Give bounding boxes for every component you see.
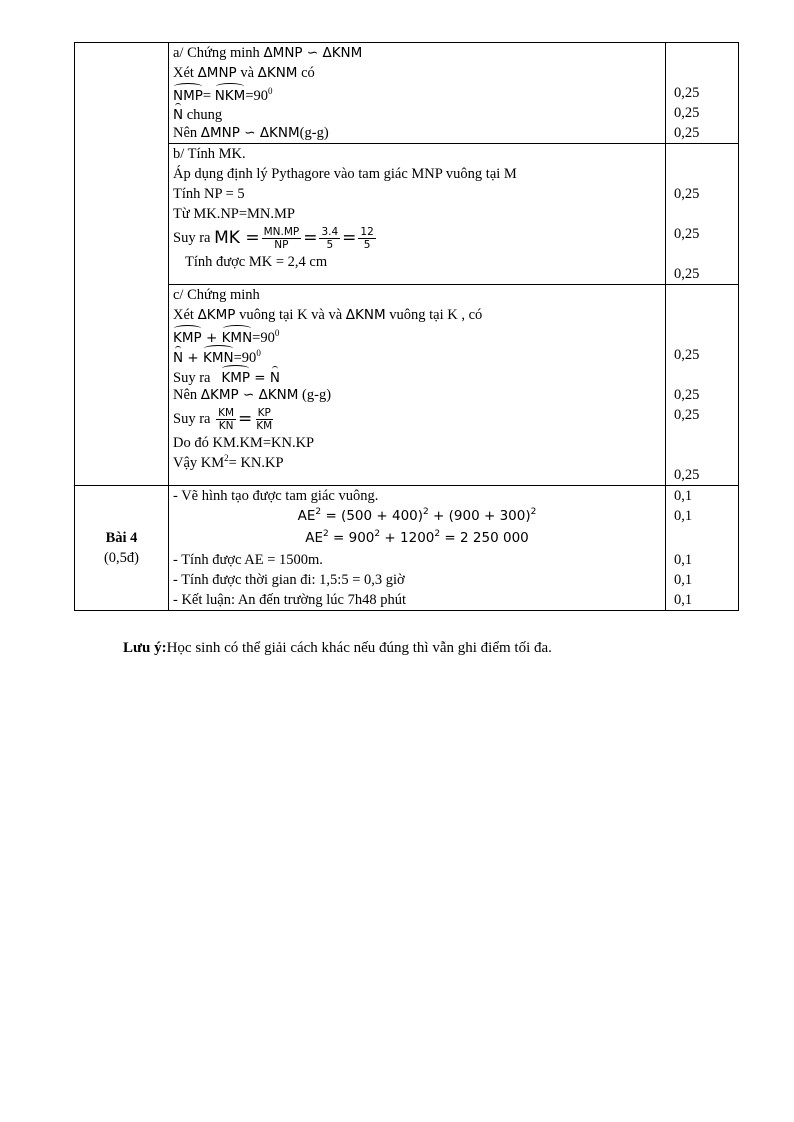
point-value: 0,25 — [674, 125, 700, 141]
solution-part-b — [169, 144, 666, 285]
points-part-c — [666, 285, 739, 486]
angle-n: N — [270, 366, 280, 385]
angle-kmp: KMP — [173, 325, 202, 345]
solution-bai-4 — [169, 486, 666, 611]
point-value: 0,1 — [674, 488, 693, 504]
point-value: 0,1 — [674, 552, 693, 568]
line-d6: - Kết luận: An đến trường lúc 7h48 phút — [173, 592, 406, 608]
fraction-mn-mp-np: $\frac{MN.MP}{NP}$ — [263, 225, 300, 251]
point-value: 0,1 — [674, 572, 693, 588]
angle-kmn: KMN — [203, 345, 234, 365]
point-value: 0,25 — [674, 226, 700, 242]
line-c1: c/ Chứng minh — [173, 287, 260, 303]
line-b4: Từ MK.NP=MN.MP — [173, 206, 295, 222]
line-d3: $AE^2 = 900^2 + 1200^2 = 2$ 250 000 — [305, 529, 529, 546]
point-value: 0,25 — [674, 407, 700, 423]
row-part-b — [75, 144, 739, 285]
line-a5: Nên ΔMNP ∽ ΔKNM(g-g) — [173, 125, 329, 141]
line-b2: Áp dụng định lý Pythagore vào tam giác MNP vuông tại M — [173, 166, 517, 182]
row-part-c — [75, 285, 739, 486]
fraction-12-5: $\frac{12}{5}$ — [360, 225, 374, 251]
line-c8: Do đó KM.KM=KN.KP — [173, 435, 315, 451]
solution-part-c — [169, 285, 666, 486]
point-value: 0,25 — [674, 347, 700, 363]
empty-bai-cell — [75, 43, 169, 486]
points-part-b — [666, 144, 739, 285]
point-value: 0,25 — [674, 186, 700, 202]
point-value: 0,25 — [674, 266, 700, 282]
bai-label: Bài 4 — [105, 530, 138, 546]
line-b6: Tính được MK = 2,4 cm — [185, 254, 328, 270]
point-value: 0,25 — [674, 85, 700, 101]
row-part-a — [75, 43, 739, 144]
line-d4: - Tính được AE = 1500m. — [173, 552, 323, 568]
line-c9: Vậy $KM^2= KN.KP$ — [173, 453, 284, 471]
line-a3: $NMP= NKM=90^0$ — [173, 83, 661, 103]
line-b5: Suy ra MK = $\frac{MN.MP}{NP}$ = $\frac{3.4}{5}$ = $\frac{12}{5}$ — [173, 225, 374, 251]
angle-n: N — [173, 346, 183, 365]
line-d5: - Tính được thời gian đi: 1,5:5 = 0,3 giờ — [173, 572, 405, 588]
points-part-a — [666, 43, 739, 144]
line-c3: KMP + $KMN=90^0$ — [173, 325, 661, 345]
line-c2: Xét ΔKMP vuông tại K và và ΔKNM vuông tại K , có — [173, 307, 483, 323]
point-value: 0,1 — [674, 508, 693, 524]
angle-kmn: KMN — [222, 325, 253, 345]
solution-part-a — [169, 43, 666, 144]
angle-nmp: NMP — [173, 83, 203, 103]
fraction-3-4-5: $\frac{3.4}{5}$ — [321, 225, 339, 251]
line-c5: Suy ra KMP = N — [173, 365, 661, 385]
angle-kmp: KMP — [221, 365, 250, 385]
bai-points: (0,5đ) — [103, 550, 140, 566]
line-b1: b/ Tính MK. — [173, 146, 246, 162]
line-c6: Nên ΔKMP ∽ ΔKNM (g-g) — [173, 387, 332, 403]
line-d1: - Vẽ hình tạo được tam giác vuông. — [173, 488, 379, 504]
line-b3: Tính NP = 5 — [173, 186, 245, 202]
line-c7: Suy ra $\frac{KM}{KN}$ = $\frac{KP}{KM}$ — [173, 406, 273, 432]
footnote — [123, 640, 552, 657]
point-value: 0,25 — [674, 387, 700, 403]
angle-nkm: NKM — [215, 83, 246, 103]
point-value: 0,1 — [674, 592, 693, 608]
line-a2: Xét ΔMNP và ΔKNM có — [173, 65, 315, 81]
line-c4: $N + KMN=90^0$ — [173, 345, 661, 365]
line-a1: a/ Chứng minh ΔMNP ∽ ΔKNM — [173, 45, 363, 61]
answer-table — [74, 42, 739, 611]
fraction-kp-km: $\frac{KP}{KM}$ — [256, 406, 273, 432]
note-label: Lưu ý: — [123, 640, 167, 656]
note-text: Học sinh có thể giải cách khác nếu đúng thì vẫn ghi điểm tối đa. — [166, 640, 552, 656]
bai-4-cell — [75, 486, 169, 611]
point-value: 0,25 — [674, 467, 700, 483]
line-a4: N chung — [173, 103, 661, 123]
fraction-km-kn: $\frac{KM}{KN}$ — [218, 406, 235, 432]
angle-n: N — [173, 103, 183, 123]
line-d2: $AE^2 = (500 + 400)^2 + (900 + 300)^2$ — [297, 507, 537, 524]
row-bai-4 — [75, 486, 739, 611]
point-value: 0,25 — [674, 105, 700, 121]
points-bai-4 — [666, 486, 739, 611]
